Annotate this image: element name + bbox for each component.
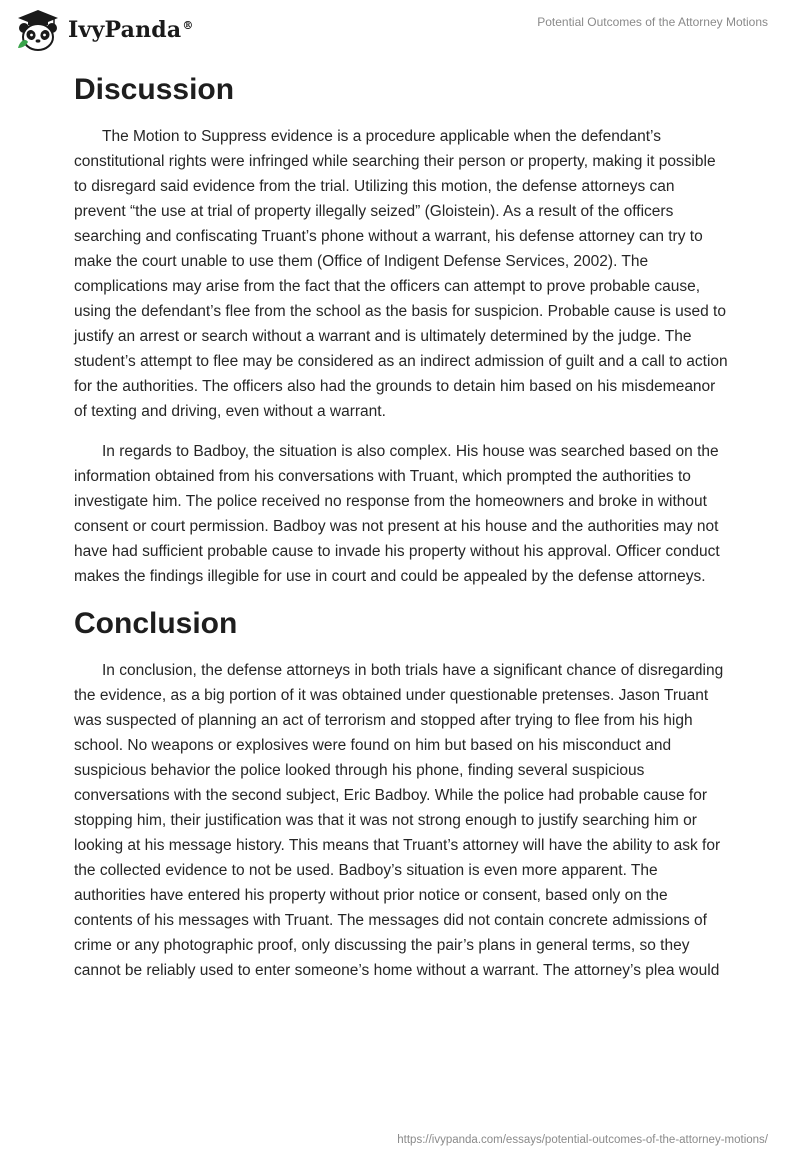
source-url[interactable]: https://ivypanda.com/essays/potential-outcomes-of-the-attorney-motions/ [397, 1134, 768, 1146]
essay-content [74, 70, 730, 998]
paragraph: The Motion to Suppress evidence is a procedure applicable when the defendant’s constitutional rights were infringed while searching their person or property, making it possible to disregard said evidence from the trial. Utilizing this motion, the defense attorneys can prevent “the use at trial of property illegally seized” (Gloistein). As a result of the officers searching and confiscating Truant’s phone without a warrant, his defense attorney can try to make the court unable to use them (Office of Indigent Defense Services, 2002). The complications may arise from the fact that the officers can attempt to prove probable cause, using the defendant’s flee from the school as the basis for suspicion. Probable cause is used to justify an arrest or search without a warrant and is ultimately determined by the judge. The student’s attempt to flee may be considered as an indirect admission of guilt and a call to action for the authorities. The officers also had the grounds to detain him based on his misdemeanor of texting and driving, even without a warrant. [74, 128, 728, 420]
discussion-section [74, 70, 730, 589]
section-heading: Discussion [74, 73, 235, 106]
panda-graduate-icon [14, 8, 62, 52]
brand-logo[interactable] [14, 8, 194, 52]
conclusion-section [74, 604, 730, 983]
running-title: Potential Outcomes of the Attorney Motions [537, 15, 768, 29]
paragraph: In conclusion, the defense attorneys in both trials have a significant chance of disregarding the evidence, as a big portion of it was obtained under questionable pretenses. Jason Truant was suspected of planning an act of terrorism and stopped after trying to flee from his high school. No weapons or explosives were found on him but based on his misconduct and suspicious behavior the police looked through his phone, finding several suspicious conversations with the second subject, Eric Badboy. While the police had probable cause for stopping him, their justification was that it was not strong enough to justify searching him or looking at his message history. This means that Truant’s attorney will have the ability to ask for the collected evidence to not be used. Badboy’s situation is even more apparent. The authorities have entered his property without prior notice or consent, based only on the contents of his messages with Truant. The messages did not contain concrete admissions of crime or any photographic proof, only discussing the pair’s plans in general terms, so they cannot be reliably used to enter someone’s home without a warrant. The attorney’s plea would [74, 662, 724, 979]
section-heading: Conclusion [74, 607, 238, 640]
registered-mark: ® [182, 18, 194, 32]
brand-name: IvyPanda® [68, 17, 194, 43]
page-header [0, 0, 800, 62]
paragraph: In regards to Badboy, the situation is also complex. His house was searched based on the information obtained from his conversations with Truant, which prompted the authorities to investigate him. The police received no response from the homeowners and broke in without consent or court permission. Badboy was not present at his house and the authorities may not have had sufficient probable cause to invade his property without his approval. Officer conduct makes the findings illegible for use in court and could be appealed by the defense attorneys. [74, 443, 720, 585]
